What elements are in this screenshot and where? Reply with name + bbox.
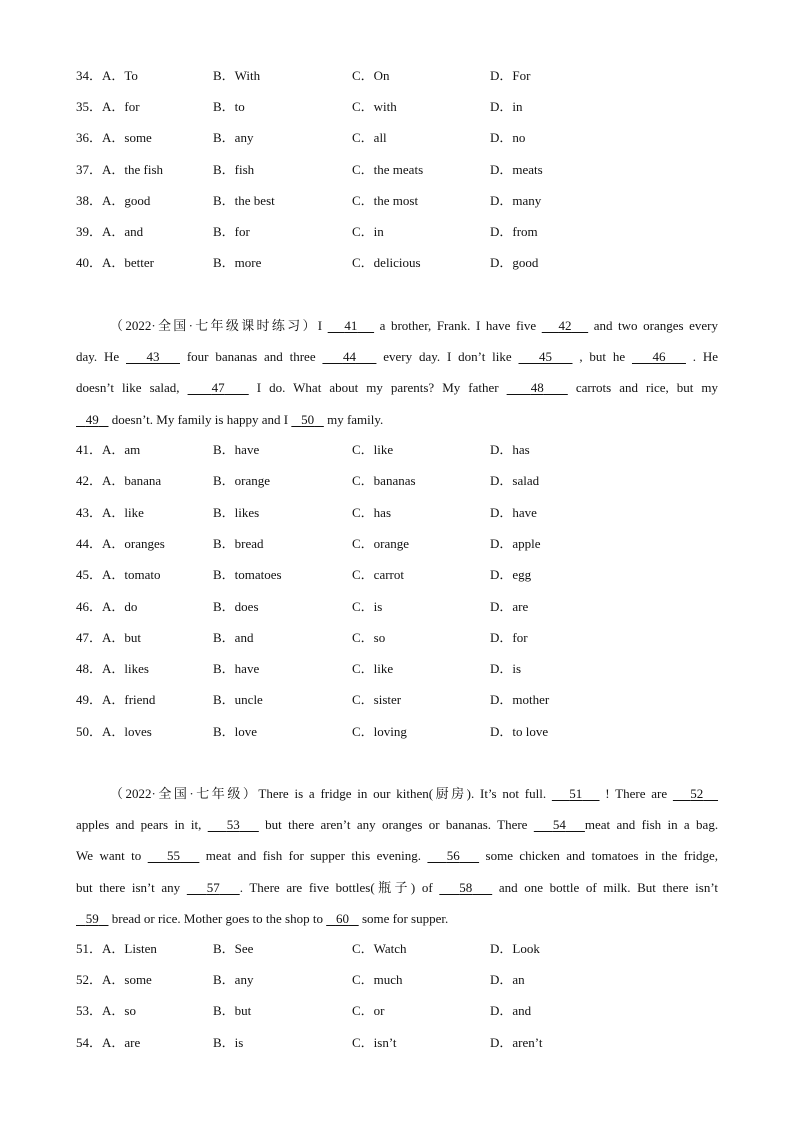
option-a: 44．A．oranges (76, 535, 165, 551)
option-row (0, 533, 794, 555)
option-d: D．has (490, 442, 530, 457)
option-b: B．orange (213, 473, 271, 489)
option-a: 42．A．banana (76, 473, 162, 489)
option-c: C．the meats (352, 161, 424, 177)
answer-blank: 44 (342, 349, 356, 365)
option-c: C．has (352, 504, 392, 520)
option-b: B．and (213, 629, 254, 645)
option-d: D．mother (490, 692, 550, 708)
answer-blank: 45 (539, 349, 552, 365)
option-a: 36．A．some (76, 130, 152, 146)
answer-blank: 54 (552, 817, 566, 833)
passage-text: . There are five bottles(瓶子) of (239, 879, 440, 895)
answer-blank: 58 (459, 879, 473, 895)
passage-text: meat and fish for supper this evening. (199, 848, 428, 864)
passage-line (76, 778, 718, 809)
passage-text: doesn’t like salad, (76, 380, 188, 396)
passage-line (76, 341, 718, 372)
passage-text: a brother, Frank. I have five (374, 318, 542, 333)
option-a: 53．A．so (76, 1003, 136, 1019)
option-b: B．for (213, 224, 250, 239)
passage-text: day. He (76, 349, 126, 365)
passage-line (76, 372, 718, 403)
option-d: D．egg (490, 567, 532, 583)
option-row (0, 658, 794, 680)
option-c: C．orange (352, 535, 410, 551)
option-b: B．have (213, 661, 260, 677)
option-b: B．does (213, 598, 259, 614)
option-d: D．apple (490, 535, 541, 551)
option-b: B．but (213, 1003, 252, 1019)
answer-blank: 41 (344, 318, 358, 333)
passage-text: and one bottle of milk. But there isn’t (492, 879, 719, 895)
option-d: D．in (490, 99, 523, 115)
passage-line (76, 809, 718, 840)
passage-text: . He (685, 349, 719, 365)
option-b: B．likes (213, 504, 260, 520)
answer-blank: 42 (558, 318, 572, 333)
option-row (0, 502, 794, 524)
option-b: B．love (213, 723, 258, 739)
option-c: C．delicious (352, 255, 421, 271)
option-d: D．is (490, 661, 522, 677)
answer-blank: 59 (85, 910, 99, 926)
option-d: D．many (490, 192, 542, 208)
option-b: B．more (213, 255, 262, 271)
option-row (0, 221, 794, 243)
option-c: C．loving (352, 723, 407, 739)
option-a: 47．A．but (76, 629, 142, 645)
passage-text: meat and fish in a bag. (584, 817, 719, 833)
option-a: 37．A．the fish (76, 161, 164, 177)
option-row (0, 938, 794, 960)
passage-text: （2022·全国·七年级课时练习）I (110, 318, 328, 333)
option-d: D．an (490, 972, 525, 988)
option-d: D．no (490, 130, 526, 146)
option-row (0, 564, 794, 586)
answer-blank: 51 (569, 786, 583, 801)
option-c: C．all (352, 130, 387, 146)
option-a: 40．A．better (76, 255, 154, 271)
option-row (0, 252, 794, 274)
answer-blank: 49 (85, 411, 99, 427)
option-row (0, 159, 794, 181)
passage-line (76, 310, 718, 341)
passage-text: , but he (572, 349, 632, 365)
option-a: 51．A．Listen (76, 941, 157, 956)
option-b: B．With (213, 68, 261, 83)
answer-blank: 47 (211, 380, 225, 396)
passage-text: some for supper. (358, 910, 449, 926)
option-d: D．and (490, 1003, 532, 1019)
option-a: 35．A．for (76, 99, 140, 115)
option-row (0, 127, 794, 149)
option-row (0, 596, 794, 618)
option-b: B．to (213, 99, 245, 115)
option-d: D．for (490, 629, 528, 645)
passage-text: every day. I don’t like (376, 349, 519, 365)
passage-text: but there aren’t any oranges or bananas. There (258, 817, 534, 833)
option-b: B．See (213, 941, 254, 956)
option-d: D．aren’t (490, 1034, 543, 1050)
answer-blank: 48 (530, 380, 544, 396)
option-d: D．good (490, 255, 539, 271)
option-c: C．with (352, 99, 397, 115)
passage-text: but there isn’t any (76, 879, 187, 895)
option-c: C．sister (352, 692, 402, 708)
option-row (0, 190, 794, 212)
answer-blank: 52 (690, 786, 704, 801)
passage-text: some chicken and tomatoes in the fridge, (479, 848, 719, 864)
option-d: D．are (490, 598, 529, 614)
option-b: B．tomatoes (213, 567, 282, 583)
option-c: C．bananas (352, 473, 416, 489)
option-row (0, 65, 794, 87)
option-c: C．Watch (352, 941, 407, 956)
answer-blank: 50 (301, 411, 315, 427)
option-d: D．Look (490, 941, 540, 956)
option-b: B．any (213, 130, 254, 146)
answer-blank: 43 (146, 349, 160, 365)
option-c: C．in (352, 224, 384, 239)
option-row (0, 96, 794, 118)
option-d: D．For (490, 68, 531, 83)
option-row (0, 439, 794, 461)
option-b: B．have (213, 442, 260, 457)
option-b: B．fish (213, 161, 255, 177)
option-d: D．from (490, 224, 538, 239)
option-row (0, 1032, 794, 1054)
answer-blank: 46 (652, 349, 666, 365)
option-row (0, 470, 794, 492)
passage-line (76, 840, 718, 871)
option-d: D．have (490, 504, 537, 520)
passage-text: apples and pears in it, (76, 817, 208, 833)
passage-text: my family. (323, 411, 384, 427)
option-b: B．is (213, 1034, 244, 1050)
option-a: 38．A．good (76, 192, 151, 208)
option-row (0, 627, 794, 649)
option-a: 50．A．loves (76, 723, 152, 739)
option-a: 43．A．like (76, 504, 144, 520)
option-a: 45．A．tomato (76, 567, 161, 583)
option-a: 48．A．likes (76, 661, 149, 677)
option-a: 34．A．To (76, 68, 138, 83)
answer-blank: 53 (226, 817, 240, 833)
passage-text: I do. What about my parents? My father (248, 380, 507, 396)
option-c: C．like (352, 442, 394, 457)
option-a: 41．A．am (76, 442, 141, 457)
option-a: 52．A．some (76, 972, 152, 988)
option-row (0, 969, 794, 991)
option-d: D．to love (490, 723, 549, 739)
option-c: C．the most (352, 192, 419, 208)
option-c: C．so (352, 629, 386, 645)
passage-text: bread or rice. Mother goes to the shop to (108, 910, 327, 926)
passage-text: ! There are (599, 786, 673, 801)
option-c: C．much (352, 972, 403, 988)
option-c: C．like (352, 661, 394, 677)
option-a: 46．A．do (76, 598, 138, 614)
option-c: C．carrot (352, 567, 404, 583)
option-row (0, 721, 794, 743)
passage-text: （2022·全国·七年级）There is a fridge in our kithen(厨房). It’s not full. (110, 786, 552, 801)
passage-text: We want to (76, 848, 148, 864)
option-c: C．or (352, 1003, 385, 1019)
option-b: B．uncle (213, 692, 263, 708)
option-c: C．is (352, 598, 383, 614)
passage-line (76, 903, 718, 934)
answer-blank: 57 (206, 879, 220, 895)
option-b: B．the best (213, 192, 275, 208)
passage-paragraph (76, 310, 718, 435)
option-b: B．bread (213, 535, 264, 551)
option-c: C．isn’t (352, 1034, 397, 1050)
answer-blank: 56 (446, 848, 460, 864)
answer-blank: 55 (167, 848, 181, 864)
option-a: 54．A．are (76, 1034, 141, 1050)
passage-text: doesn’t. My family is happy and I (108, 411, 292, 427)
passage-text: carrots and rice, but my (567, 380, 719, 396)
option-row (0, 1000, 794, 1022)
option-a: 39．A．and (76, 224, 144, 239)
answer-blank: 60 (335, 910, 349, 926)
passage-line (76, 404, 718, 435)
option-row (0, 689, 794, 711)
passage-paragraph (76, 778, 718, 934)
option-b: B．any (213, 972, 254, 988)
passage-line (76, 872, 718, 903)
option-d: D．salad (490, 473, 540, 489)
option-d: D．meats (490, 161, 543, 177)
passage-text: and two oranges every (588, 318, 718, 333)
option-c: C．On (352, 68, 390, 83)
option-a: 49．A．friend (76, 692, 156, 708)
passage-text: four bananas and three (180, 349, 323, 365)
